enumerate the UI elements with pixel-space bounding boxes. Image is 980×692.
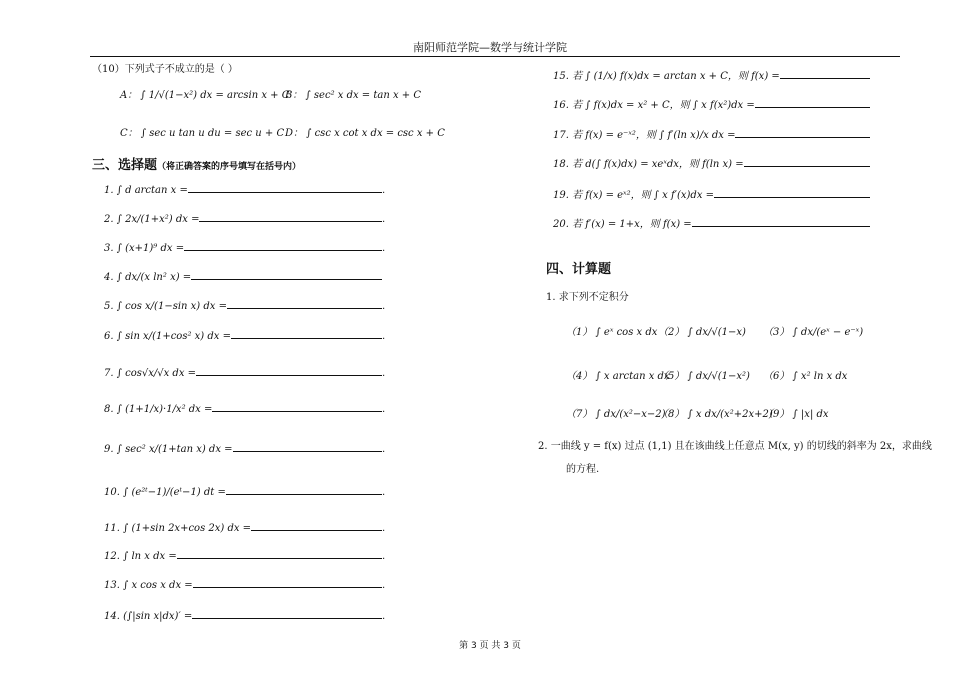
fill-item-expression: 13. ∫ x cos x dx =: [104, 580, 193, 591]
section4-q2-line2: 的方程.: [566, 464, 600, 475]
fill-item-expression: 6. ∫ sin x/(1+cos² x) dx =: [104, 331, 231, 342]
answer-blank[interactable]: [692, 217, 870, 227]
fill-item-end-mark: .: [382, 404, 386, 415]
fill-item-end-mark: .: [382, 580, 386, 591]
fill-item-7: [104, 366, 385, 379]
fill-item-6: [104, 329, 385, 342]
answer-blank[interactable]: [212, 402, 382, 412]
section4-title: 四、计算题: [546, 262, 612, 277]
answer-blank[interactable]: [714, 188, 870, 198]
calc-item-4: （4） ∫ x arctan x dx: [566, 371, 670, 382]
answer-blank[interactable]: [735, 128, 870, 138]
fill-item-end-mark: .: [382, 487, 386, 498]
calc-item-7: （7） ∫ dx/(x²−x−2): [566, 409, 666, 420]
calc-item-1: （1） ∫ eˣ cos x dx: [566, 327, 658, 338]
section4-q1: 1. 求下列不定积分: [546, 292, 629, 303]
header-rule: [90, 56, 900, 57]
calc-item-6: （6） ∫ x² ln x dx: [763, 371, 848, 382]
fill-item-expression: 1. ∫ d arctan x =: [104, 185, 188, 196]
fill-item-2: [104, 212, 385, 225]
answer-blank[interactable]: [744, 157, 870, 167]
answer-blank[interactable]: [191, 270, 382, 280]
section3-heading: [92, 154, 301, 173]
fill-item-expression: 19. 若 f(x) = eˣ²，则 ∫ x f′(x)dx =: [553, 190, 715, 201]
fill-item-end-mark: .: [382, 551, 386, 562]
q10-stem: （10）下列式子不成立的是（ ）: [92, 64, 238, 75]
fill-item-expression: 3. ∫ (x+1)⁹ dx =: [104, 243, 185, 254]
answer-blank[interactable]: [227, 299, 382, 309]
answer-blank[interactable]: [188, 183, 382, 193]
fill-item-expression: 7. ∫ cos√x/√x dx =: [104, 368, 197, 379]
fill-item-14: [104, 609, 385, 622]
section3-note: （将正确答案的序号填写在括号内）: [157, 162, 302, 172]
answer-blank[interactable]: [193, 578, 382, 588]
q10-option-a: A： ∫ 1/√(1−x²) dx = arcsin x + C: [120, 90, 290, 101]
fill-item-expression: 14. (∫|sin x|dx)′ =: [104, 611, 193, 622]
fill-item-18: [553, 155, 870, 170]
fill-item-8: [104, 402, 385, 415]
calc-item-8: （8） ∫ x dx/(x²+2x+2): [658, 409, 773, 420]
fill-item-expression: 2. ∫ 2x/(1+x²) dx =: [104, 214, 200, 225]
fill-item-3: [104, 241, 385, 254]
fill-item-end-mark: .: [382, 185, 386, 196]
fill-item-17: [553, 126, 870, 141]
answer-blank[interactable]: [196, 366, 382, 376]
fill-item-expression: 15. 若 ∫ (1/x) f(x)dx = arctan x + C，则 f(x) =: [553, 71, 780, 82]
q10-option-b: B： ∫ sec² x dx = tan x + C: [285, 90, 421, 101]
fill-item-expression: 5. ∫ cos x/(1−sin x) dx =: [104, 301, 227, 312]
fill-item-13: [104, 578, 385, 591]
calc-item-3: （3） ∫ dx/(eˣ − e⁻ˣ): [763, 327, 864, 338]
fill-item-9: [104, 442, 385, 455]
answer-blank[interactable]: [177, 549, 382, 559]
fill-item-5: [104, 299, 385, 312]
fill-item-end-mark: .: [382, 243, 386, 254]
fill-item-expression: 20. 若 f′(x) = 1+x，则 f(x) =: [553, 219, 692, 230]
fill-item-15: [553, 67, 870, 82]
calc-item-9: （9） ∫ |x| dx: [763, 409, 829, 420]
fill-item-expression: 4. ∫ dx/(x ln² x) =: [104, 272, 192, 283]
fill-item-end-mark: .: [382, 301, 386, 312]
answer-blank[interactable]: [226, 485, 382, 495]
fill-item-expression: 10. ∫ (e²ᵗ−1)/(eᵗ−1) dt =: [104, 487, 226, 498]
q10-option-c: C： ∫ sec u tan u du = sec u + C: [120, 128, 285, 139]
answer-blank[interactable]: [233, 442, 382, 452]
fill-item-expression: 11. ∫ (1+sin 2x+cos 2x) dx =: [104, 523, 252, 534]
fill-item-end-mark: .: [382, 214, 386, 225]
page-header-title: 南阳师范学院—数学与统计学院: [413, 41, 567, 54]
fill-item-end-mark: .: [382, 331, 386, 342]
answer-blank[interactable]: [184, 241, 382, 251]
fill-item-end-mark: .: [382, 368, 386, 379]
fill-item-end-mark: .: [382, 523, 386, 534]
section4-q2-line1: 2. 一曲线 y = f(x) 过点 (1,1) 且在该曲线上任意点 M(x, y) 的切线的斜率为 2x，求曲线: [538, 441, 932, 452]
fill-item-1: [104, 183, 385, 196]
answer-blank[interactable]: [199, 212, 382, 222]
fill-item-4: [104, 270, 382, 283]
fill-item-expression: 12. ∫ ln x dx =: [104, 551, 177, 562]
section3-title: 三、选择题: [92, 158, 158, 173]
fill-item-20: [553, 215, 870, 230]
calc-item-2: （2） ∫ dx/√(1−x): [658, 327, 746, 338]
fill-item-16: [553, 96, 870, 111]
answer-blank[interactable]: [231, 329, 382, 339]
fill-item-10: [104, 485, 385, 498]
fill-item-expression: 16. 若 ∫ f(x)dx = x² + C，则 ∫ x f(x²)dx =: [553, 100, 755, 111]
calc-item-5: （5） ∫ dx/√(1−x²): [658, 371, 750, 382]
answer-blank[interactable]: [755, 98, 870, 108]
fill-item-12: [104, 549, 385, 562]
answer-blank[interactable]: [192, 609, 382, 619]
fill-item-expression: 9. ∫ sec² x/(1+tan x) dx =: [104, 444, 233, 455]
fill-item-expression: 18. 若 d(∫ f(x)dx) = xeˣdx，则 f(ln x) =: [553, 159, 744, 170]
fill-item-19: [553, 186, 870, 201]
answer-blank[interactable]: [780, 69, 870, 79]
answer-blank[interactable]: [251, 521, 382, 531]
q10-option-d: D： ∫ csc x cot x dx = csc x + C: [285, 128, 445, 139]
fill-item-expression: 17. 若 f(x) = e⁻ˣ²，则 ∫ f′(ln x)/x dx =: [553, 130, 736, 141]
fill-item-11: [104, 521, 385, 534]
fill-item-expression: 8. ∫ (1+1/x)·1/x² dx =: [104, 404, 213, 415]
page-footer: 第 3 页 共 3 页: [459, 641, 521, 651]
fill-item-end-mark: .: [382, 444, 386, 455]
fill-item-end-mark: .: [382, 611, 386, 622]
